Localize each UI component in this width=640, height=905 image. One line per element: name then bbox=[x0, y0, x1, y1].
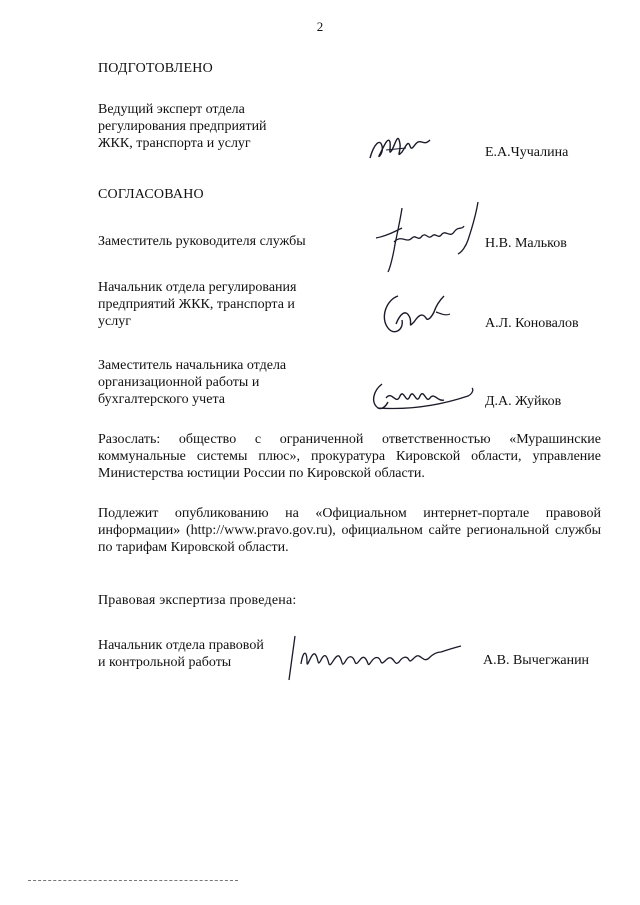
position-line: бухгалтерского учета bbox=[98, 392, 225, 407]
position-line: и контрольной работы bbox=[98, 655, 232, 670]
position-line: организационной работы и bbox=[98, 375, 260, 390]
prepared-position bbox=[98, 101, 328, 152]
position-line: услуг bbox=[98, 314, 131, 329]
signer-name: Н.В. Мальков bbox=[485, 236, 567, 251]
signer-position bbox=[98, 279, 338, 330]
publication-paragraph: Подлежит опубликованию на «Официальном интернет-портале правовой информации» (http://www.pravo.gov.ru), официальном сайте региональной службы по тарифам Кировской области. bbox=[98, 506, 601, 555]
signer-name: Е.А.Чучалина bbox=[485, 145, 569, 160]
position-line: предприятий ЖКК, транспорта и bbox=[98, 297, 295, 312]
signature-malkov bbox=[372, 198, 484, 276]
signature-vychegzhanin bbox=[285, 630, 465, 684]
position-line: регулирования предприятий bbox=[98, 119, 267, 134]
signature-chuchalina bbox=[366, 124, 436, 166]
page-number: 2 bbox=[316, 19, 324, 34]
footer-divider bbox=[28, 880, 238, 881]
legal-review-statement: Правовая экспертиза проведена: bbox=[98, 593, 297, 608]
prepared-heading: ПОДГОТОВЛЕНО bbox=[98, 61, 213, 76]
agreed-heading: СОГЛАСОВАНО bbox=[98, 187, 204, 202]
signer-name: А.Л. Коновалов bbox=[485, 316, 579, 331]
position-line: Заместитель начальника отдела bbox=[98, 358, 287, 373]
signature-zhuikov bbox=[368, 376, 478, 416]
position-line: ЖКК, транспорта и услуг bbox=[98, 136, 251, 151]
distribution-paragraph: Разослать: общество с ограниченной ответственностью «Мурашинские коммунальные системы плюс», прокуратура Кировской области, управление Министерства юстиции России по Кировской области. bbox=[98, 432, 601, 481]
signer-position bbox=[98, 233, 358, 250]
signer-name: Д.А. Жуйков bbox=[485, 394, 562, 409]
signer-name: А.В. Вычегжанин bbox=[483, 653, 590, 668]
position-line: Ведущий эксперт отдела bbox=[98, 102, 245, 117]
signer-position bbox=[98, 357, 338, 408]
position-line: Начальник отдела правовой bbox=[98, 638, 264, 653]
position-line: Начальник отдела регулирования bbox=[98, 280, 297, 295]
signature-konovalov bbox=[378, 290, 454, 340]
position-line: Заместитель руководителя службы bbox=[98, 234, 306, 249]
